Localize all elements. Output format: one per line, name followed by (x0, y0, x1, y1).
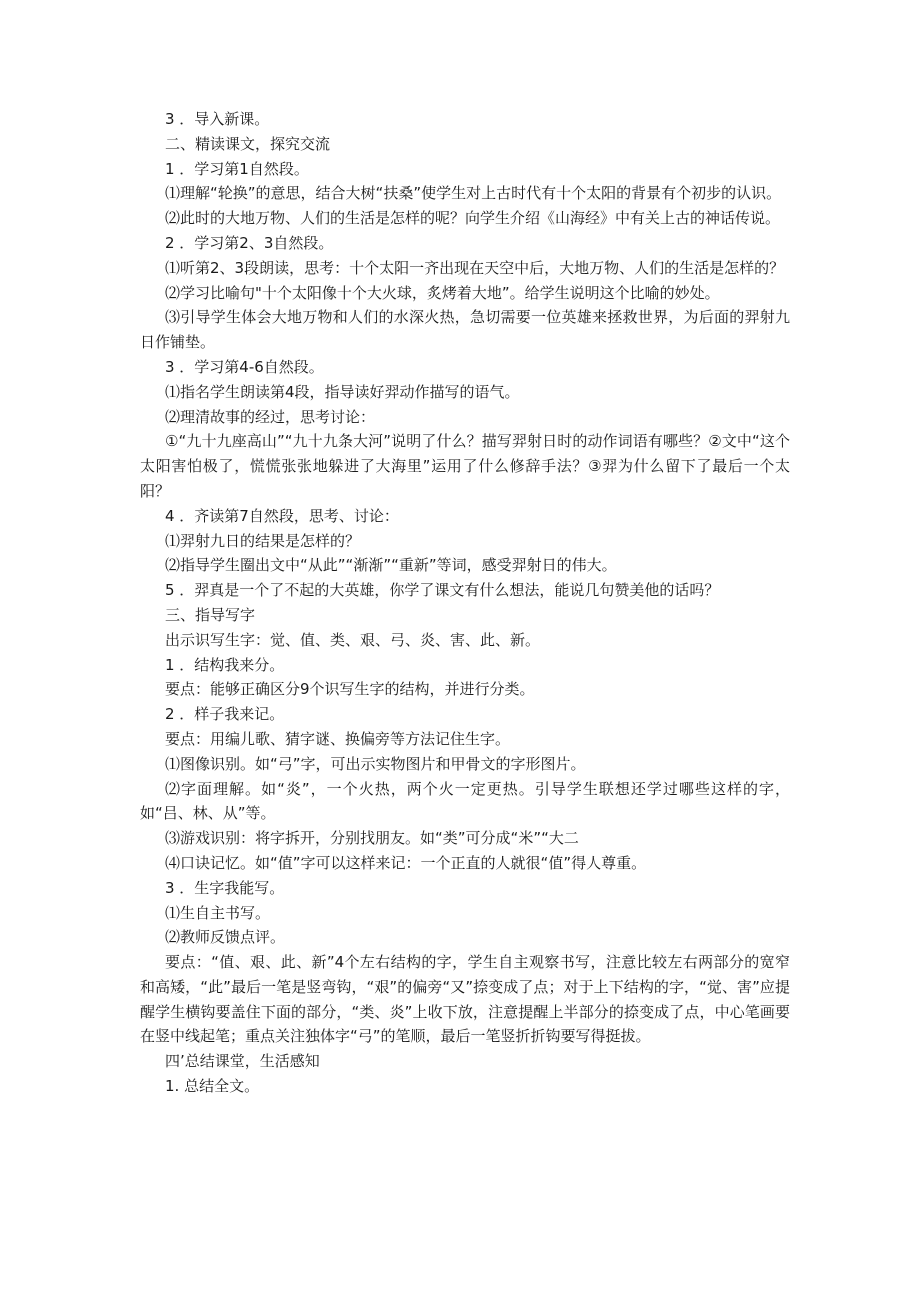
text-line: 二、精读课文，探究交流 (165, 134, 331, 153)
text-line: 2 ．样子我来记。 (165, 705, 285, 724)
text-line: 3 ．导入新课。 (165, 110, 270, 128)
text-line: 三、指导写字 (165, 605, 256, 624)
text-line: ⑵学习比喻句"十个太阳像十个大火球，炙烤着大地”。给学生说明这个比喻的妙处。 (165, 283, 720, 302)
text-line: ⑵指导学生圈出文中“从此”“渐渐”“重新”等词，感受羿射日的伟大。 (165, 556, 617, 575)
text-line: 四’总结课堂，生活感知 (165, 1052, 320, 1071)
text-line: 3 ．生字我能写。 (165, 878, 285, 897)
text-line: ⑵理清故事的经过，思考讨论： (165, 407, 376, 426)
text-line: ⑴理解“轮换”的意思，结合大树“扶桑”使学生对上古时代有十个太阳的背景有个初步的认识。 (165, 184, 782, 203)
text-line: ⑵此时的大地万物、人们的生活是怎样的呢？向学生介绍《山海经》中有关上古的神话传说。 (165, 209, 781, 228)
text-line: ⑷口诀记忆。如“值”字可以这样来记：一个正直的人就很“值”得人尊重。 (165, 853, 647, 872)
text-line: 1 ．学习第1自然段。 (165, 159, 309, 178)
text-line: 要点：用编儿歌、猜字谜、换偏旁等方法记住生字。 (165, 729, 511, 748)
text-line: ⑶引导学生体会大地万物和人们的水深火热，急切需要一位英雄来拯救世界，为后面的羿射九日作铺垫。 (140, 308, 790, 352)
text-line: 1 ．结构我来分。 (165, 655, 285, 674)
text-line: ⑵字面理解。如“炎”，一个火热，两个火一定更热。引导学生联想还学过哪些这样的字，如“吕、林、从”等。 (140, 779, 790, 823)
text-line: 要点：“值、艰、此、新”4个左右结构的字，学生自主观察书写，注意比较左右两部分的宽窄和高矮，“此”最后一笔是竖弯钩，“艰”的偏旁“又”捺变成了点；对于上下结构的字，“觉、害”应提醒学生横钩要盖住下面的部分，“类、炎”上收下放，注意提醒上半部分的捺变成了点，中心笔画要在竖中线起笔；重点关注独体字“弓”的笔顺，最后一笔竖折折钩要写得挺拔。 (140, 953, 790, 1046)
text-line: 3 ．学习第4-6自然段。 (165, 357, 324, 376)
text-line: 2 ．学习第2、3自然段。 (165, 233, 334, 252)
text-line: ⑴听第2、3段朗读，思考：十个太阳一齐出现在天空中后，大地万物、人们的生活是怎样的？ (165, 258, 785, 277)
text-line: ⑴指名学生朗读第4段，指导读好羿动作描写的语气。 (165, 382, 520, 401)
text-line: ⑵教师反馈点评。 (165, 928, 286, 947)
text-line: ①“九十九座高山”“九十九条大河”说明了什么？描写羿射日时的动作词语有哪些？②文中“这个太阳害怕极了，慌慌张张地躲进了大海里”运用了什么修辞手法？③羿为什么留下了最后一个太阳？ (140, 432, 790, 500)
text-line: ⑴羿射九日的结果是怎样的？ (165, 531, 361, 550)
text-line: 4 ．齐读第7自然段，思考、讨论： (165, 506, 399, 525)
text-line: ⑶游戏识别：将字拆开，分别找朋友。如“类”可分成“米”“大二 (165, 829, 579, 848)
text-line: 5 ．羿真是一个了不起的大英雄，你学了课文有什么想法，能说几句赞美他的话吗？ (165, 581, 720, 600)
text-line: 出示识写生字：觉、值、类、艰、弓、炎、害、此、新。 (165, 630, 541, 649)
text-line: 要点：能够正确区分9个识写生字的结构，并进行分类。 (165, 680, 535, 699)
text-line: ⑴图像识别。如“弓”字，可出示实物图片和甲骨文的字形图片。 (165, 754, 586, 773)
text-line: ⑴生自主书写。 (165, 903, 271, 922)
text-line: 1. 总结全文。 (165, 1077, 260, 1096)
lesson-plan-body (140, 107, 790, 1099)
